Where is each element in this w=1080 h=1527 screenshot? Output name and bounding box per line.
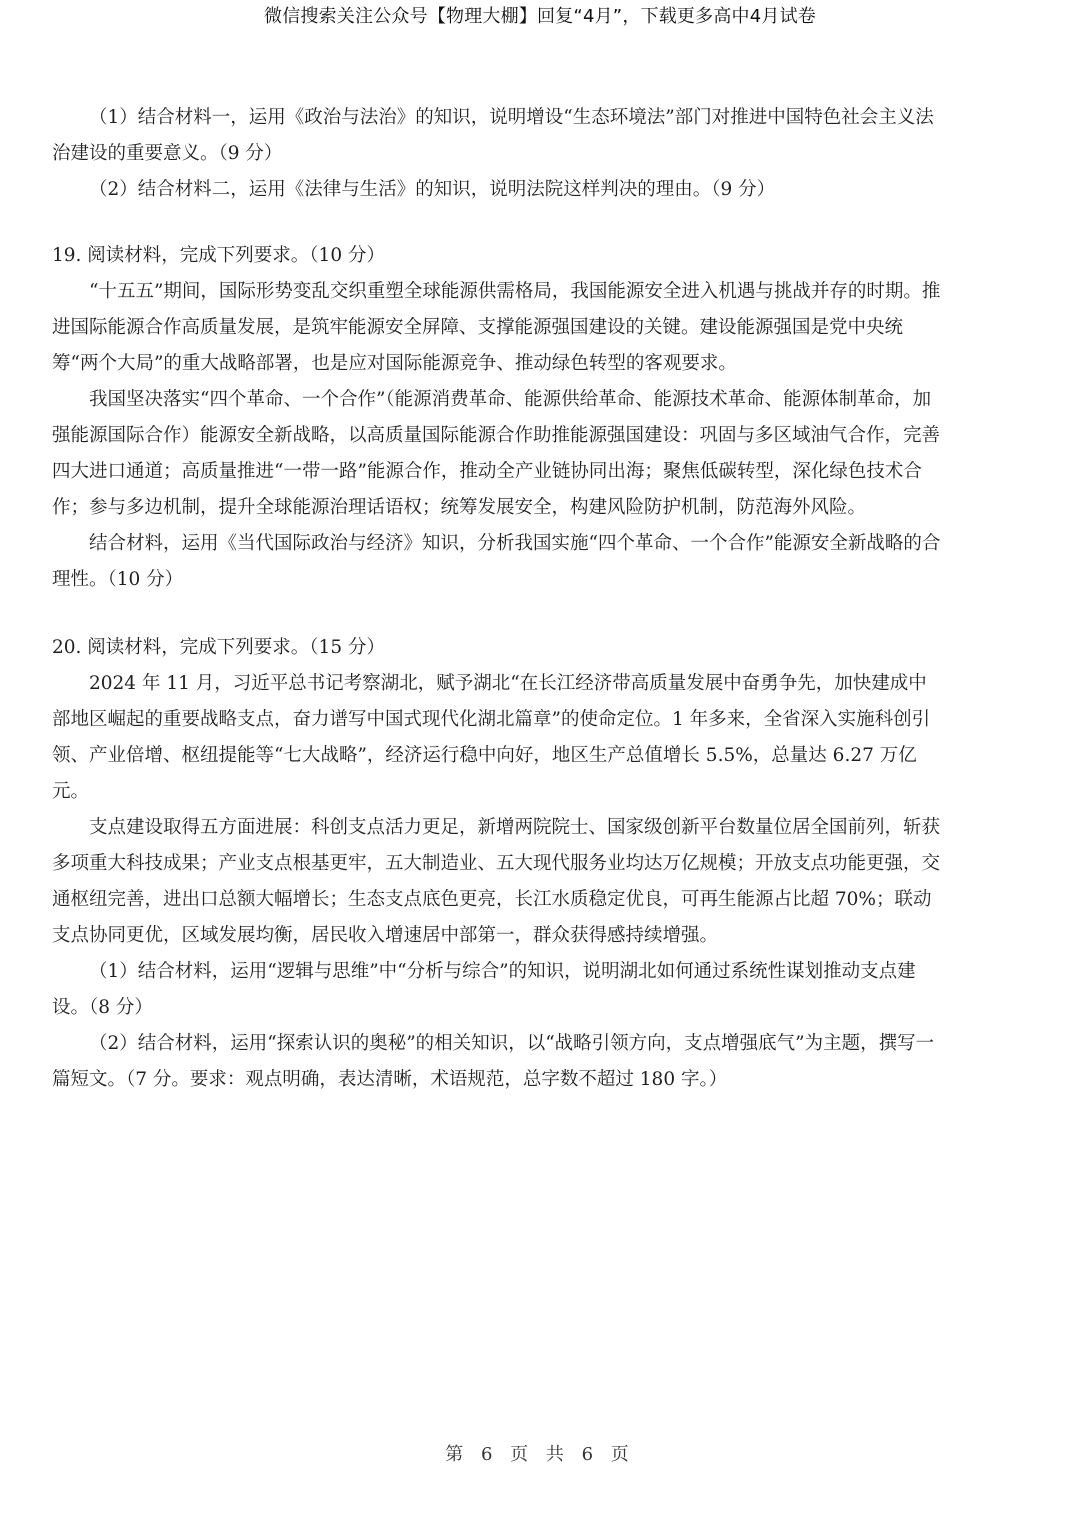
- q20-sub2: （2）结合材料，运用“探索认识的奥秘”的相关知识，以“战略引领方向，支点增强底气”为主题，撰写一篇短文。（7 分。要求：观点明确，表达清晰，术语规范，总字数不超过 180 字。）: [52, 1033, 935, 1090]
- q18-sub2: （2）结合材料二，运用《法律与生活》的知识，说明法院这样判决的理由。（9 分）: [89, 179, 776, 200]
- q20-material-2: 支点建设取得五方面进展：科创支点活力更足，新增两院院士、国家级创新平台数量位居全国前列，斩获多项重大科技成果；产业支点根基更牢，五大制造业、五大现代服务业均达万亿规模；开放支点功能更强，交通枢纽完善，进出口总额大幅增长；生态支点底色更亮，长江水质稳定优良，可再生能源占比超 70%；联动支点协同更优，区域发展均衡，居民收入增速居中部第一，群众获得感持续增强。: [52, 817, 941, 946]
- q19-heading: 19. 阅读材料，完成下列要求。（10 分）: [52, 245, 385, 266]
- q19-material-1: “十五五”期间，国际形势变乱交织重塑全球能源供需格局，我国能源安全进入机遇与挑战并存的时期。推进国际能源合作高质量发展，是筑牢能源安全屏障、支撑能源强国建设的关键。建设能源强国是党中央统筹“两个大局”的重大战略部署，也是应对国际能源竞争、推动绿色转型的客观要求。: [52, 281, 941, 374]
- exam-content: [52, 100, 944, 1098]
- q20-sub1: （1）结合材料，运用“逻辑与思维”中“分析与综合”的知识，说明湖北如何通过系统性谋划推动支点建设。（8 分）: [52, 961, 916, 1018]
- q19-material-2: 我国坚决落实“四个革命、一个合作”（能源消费革命、能源供给革命、能源技术革命、能源体制革命，加强能源国际合作）能源安全新战略，以高质量国际能源合作助推能源强国建设：巩固与多区域油气合作，完善四大进口通道；高质量推进“一带一路”能源合作，推动全产业链协同出海；聚焦低碳转型，深化绿色技术合作；参与多边机制，提升全球能源治理话语权；统筹发展安全，构建风险防护机制，防范海外风险。: [52, 389, 941, 518]
- q20-material-1: 2024 年 11 月，习近平总书记考察湖北，赋予湖北“在长江经济带高质量发展中奋勇争先，加快建成中部地区崛起的重要战略支点，奋力谱写中国式现代化湖北篇章”的使命定位。1 年多来，全省深入实施科创引领、产业倍增、枢纽提能等“七大战略”，经济运行稳中向好，地区生产总值增长 5.5%，总量达 6.27 万亿元。: [52, 673, 931, 802]
- q18-sub1: （1）结合材料一，运用《政治与法治》的知识，说明增设“生态环境法”部门对推进中国特色社会主义法治建设的重要意义。（9 分）: [52, 107, 934, 164]
- q20-heading: 20. 阅读材料，完成下列要求。（15 分）: [52, 637, 385, 658]
- page-number: 第 6 页 共 6 页: [445, 1444, 635, 1465]
- promo-banner: 微信搜索关注公众号【物理大棚】回复“4月”，下载更多高中4月试卷: [264, 6, 816, 27]
- q19-task: 结合材料，运用《当代国际政治与经济》知识，分析我国实施“四个革命、一个合作”能源安全新战略的合理性。（10 分）: [52, 533, 941, 590]
